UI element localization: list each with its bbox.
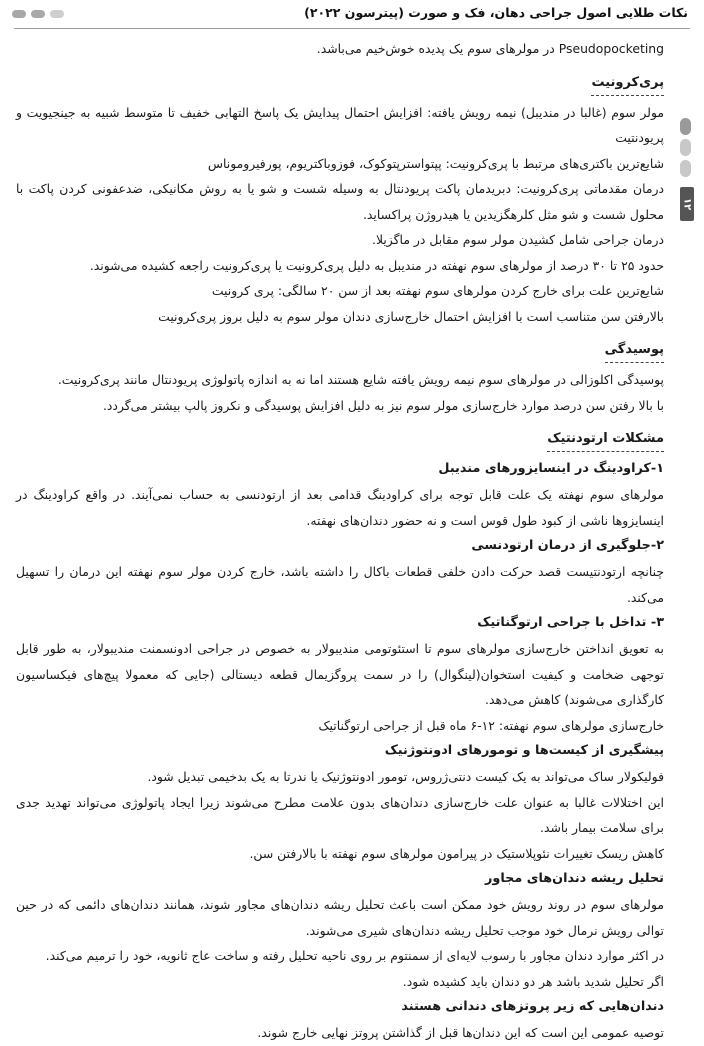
paragraph: درمان مقدماتی پری‌کرونیت: دبریدمان پاکت پریودنتال به وسیله شست و شو یا به روش مکانیکی، ضدعفونی کردن پاکت با محلول شست و شو مثل کلرهگزیدین یا هیدروژن پراکساید. <box>16 181 664 222</box>
paragraph: در اکثر موارد دندان مجاور با رسوب لایه‌ای از سمنتوم بر روی ناحیه تحلیل رفته و ساخت عاج ثانویه، خود را ترمیم می‌کند. <box>45 948 664 963</box>
paragraph: کاهش ریسک تغییرات نئوپلاستیک در پیرامون مولرهای سوم نهفته با بالارفتن سن. <box>249 845 664 861</box>
paragraph: بالارفتن سن متناسب است با افزایش احتمال خارج‌سازی دندان مولر سوم به دلیل بروز پری‌کرونیت <box>158 308 664 324</box>
chapter-tab <box>680 160 691 177</box>
paragraph: درمان جراحی شامل کشیدن مولر سوم مقابل در ماگزیلا. <box>372 232 664 247</box>
subsection-title: ۱-کراودینگ در اینسایزورهای مندیبل <box>438 461 664 476</box>
intro-paragraph <box>16 36 664 62</box>
page-header <box>0 0 704 32</box>
paragraph: خارج‌سازی مولرهای سوم نهفته: ۱۲-۶ ماه قبل از جراحی ارتوگناتیک <box>318 717 664 733</box>
paragraph: شایع‌ترین علت برای خارج کردن مولرهای سوم نهفته بعد از سن ۲۰ سالگی: پری کرونیت <box>211 283 664 298</box>
chapter-tabs <box>680 118 694 221</box>
chapter-tab <box>680 139 691 156</box>
header-decoration <box>12 10 64 18</box>
section-title-pericoronitis: پری‌کرونیت <box>591 72 664 96</box>
paragraph: چنانچه ارتودنتیست قصد حرکت دادن خلفی قطعات باکال را داشته باشد، خارج کردن مولر سوم نهفته این درمان را تسهیل می‌کند. <box>16 564 664 605</box>
paragraph: این اختلالات غالبا به عنوان علت خارج‌سازی دندان‌های بدون علامت مطرح می‌شوند زیرا ایجاد پاتولوژی می‌تواند تهدید جدی برای سلامت بیمار باشد. <box>16 794 664 835</box>
paragraph: پوسیدگی اکلوزالی در مولرهای سوم نیمه رویش یافته شایع هستند اما نه به اندازه پاتولوژی پریودنتال مانند پری‌کرونیت. <box>57 372 664 387</box>
paragraph: مولر سوم (غالبا در مندیبل) نیمه رویش یافته: افزایش احتمال پیدایش یک پاسخ التهابی خفیف تا متوسط شبیه به جینجیویت و پریودنتیت <box>16 104 664 145</box>
header-divider <box>14 28 690 29</box>
subsection-title-resorption: تحلیل ریشه دندان‌های مجاور <box>485 871 664 886</box>
chapter-tab <box>680 118 691 135</box>
section-title-ortho: مشکلات ارتودنتیک <box>547 428 664 452</box>
paragraph: فولیکولار ساک می‌تواند به یک کیست دنتی‌ژروس، تومور ادونتوژنیک یا ندرتا به یک بدخیمی تبدیل شود. <box>147 769 664 784</box>
intro-term: Pseudopocketing <box>558 41 664 56</box>
paragraph: توصیه عمومی این است که این دندان‌ها قبل از گذاشتن پروتز نهایی خارج شوند. <box>257 1025 664 1040</box>
page-number: ۱۲ <box>680 187 694 221</box>
subsection-title: ۳- تداخل با جراحی ارتوگناتیک <box>477 615 664 630</box>
paragraph: به تعویق انداختن خارج‌سازی مولرهای سوم تا استئوتومی مندیبولار به خصوص در جراحی ادونسمنت مندیبولار، به طور قابل توجهی ضخامت و کیفیت استخوان(لینگوال) را در سمت پروگزیمال قطعه دیستالی (جایی که معمولا پیچ‌های فیکساسیون کارگذاری می‌شوند) کاهش می‌دهد. <box>16 641 664 707</box>
paragraph: مولرهای سوم در روند رویش خود ممکن است باعث تحلیل ریشه دندان‌های مجاور شوند، همانند دندان‌های دائمی که در حین توالی رویش نرمال خود موجب تحلیل ریشه دندان‌های شیری می‌شوند. <box>16 897 664 938</box>
intro-text: در مولرهای سوم یک پدیده خوش‌خیم می‌باشد. <box>316 41 559 56</box>
paragraph: اگر تحلیل شدید باشد هر دو دندان باید کشیده شود. <box>402 973 664 989</box>
subsection-title-prosthesis: دندان‌هایی که زیر پروتزهای دندانی هستند <box>401 999 664 1014</box>
paragraph: شایع‌ترین باکتری‌های مرتبط با پری‌کرونیت: پپتواسترپتوکوک، فوزوباکتریوم، پورفیروموناس <box>207 155 664 171</box>
section-title-caries: پوسیدگی <box>605 339 664 363</box>
paragraph: حدود ۲۵ تا ۳۰ درصد از مولرهای سوم نهفته در مندیبل به دلیل پری‌کرونیت یا پری‌کرونیت راجعه کشیده می‌شوند. <box>89 257 664 273</box>
header-dot <box>31 10 45 18</box>
subsection-title-cysts: پیشگیری از کیست‌ها و تومورهای ادونتوژنیک <box>384 743 664 758</box>
page-content <box>16 36 664 1046</box>
header-dot <box>50 10 64 18</box>
paragraph: با بالا رفتن سن درصد موارد خارج‌سازی مولر سوم نیز به دلیل افزایش پوسیدگی و نکروز پالپ بیشتر می‌گردد. <box>102 397 664 413</box>
subsection-title: ۲-جلوگیری از درمان ارتودنسی <box>471 538 664 553</box>
header-dot <box>12 10 26 18</box>
book-title: نکات طلایی اصول جراحی دهان، فک و صورت (پیترسون ۲۰۲۲) <box>304 5 688 20</box>
paragraph: مولرهای سوم نهفته یک علت قابل توجه برای کراودینگ قدامی بعد از ارتودنسی به حساب نمی‌آیند. در واقع کراودینگ در اینسایزوها ناشی از کبود طول قوس است و نه حضور دندان‌های نهفته. <box>16 487 664 528</box>
